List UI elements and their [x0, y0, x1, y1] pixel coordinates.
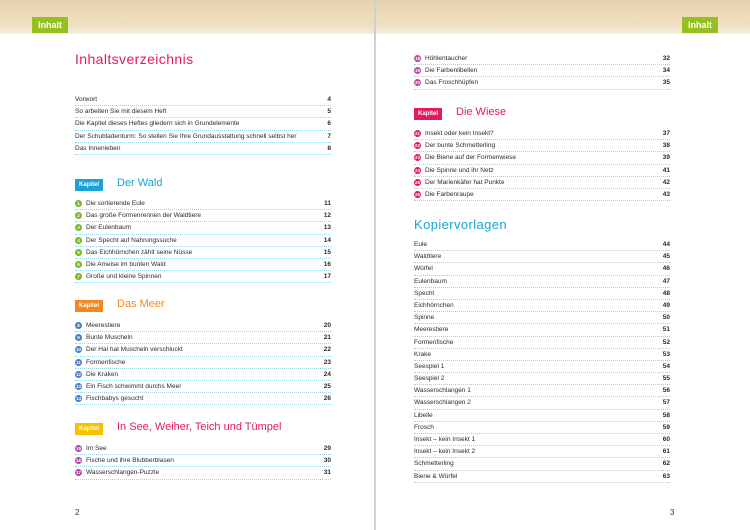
chapter-badge: Kapitel 1: [75, 179, 103, 191]
toc-row[interactable]: 12 Die Kraken 24: [75, 369, 331, 381]
chapter-3-list: [75, 443, 331, 480]
toc-row[interactable]: Der Schubladenturm: So stellen Sie Ihre Grundausstattung schnell selbst her 7: [75, 131, 331, 143]
toc-row[interactable]: 19 Die Farbenlibellen 34: [414, 65, 670, 77]
toc-row[interactable]: 9 Bunte Muscheln 21: [75, 332, 331, 344]
toc-row[interactable]: Die Kapitel dieses Heftes gliedern sich in Grundelemente 6: [75, 118, 331, 130]
toc-row[interactable]: 4 Der Specht auf Nahrungssuche 14: [75, 235, 331, 247]
chapter-title: Das Meer: [117, 298, 165, 310]
left-page: [0, 0, 374, 530]
right-page: [376, 0, 750, 530]
toc-row[interactable]: Seespiel 1 54: [414, 361, 670, 373]
toc-row[interactable]: 3 Der Eulenbaum 13: [75, 222, 331, 234]
toc-row[interactable]: Waldtiere 45: [414, 251, 670, 263]
chapter-badge: Kapitel 3: [75, 423, 103, 435]
toc-row[interactable]: 23 Die Biene auf der Formenwiese 39: [414, 152, 670, 164]
toc-row[interactable]: 7 Große und kleine Spinnen 17: [75, 271, 331, 283]
toc-row[interactable]: Libelle 58: [414, 410, 670, 422]
chapter-badge: Kapitel 2: [75, 300, 103, 312]
toc-row[interactable]: Eule 44: [414, 239, 670, 251]
chapter-title: Der Wald: [117, 177, 163, 189]
page-number: 2: [75, 508, 80, 517]
kopiervorlagen-title: Kopiervorlagen: [414, 217, 508, 232]
toc-row[interactable]: Wasserschlangen 1 56: [414, 385, 670, 397]
toc-row[interactable]: 17 Wasserschlangen-Puzzle 31: [75, 467, 331, 479]
toc-row[interactable]: 15 Im See 29: [75, 443, 331, 455]
toc-row[interactable]: 26 Die Farbenraupe 43: [414, 189, 670, 201]
toc-row[interactable]: Wasserschlangen 2 57: [414, 397, 670, 409]
toc-row[interactable]: 10 Der Hai hat Muscheln verschluckt 22: [75, 344, 331, 356]
chapter-3-continued-list: [414, 53, 670, 90]
chapter-badge: Kapitel 4: [414, 108, 442, 120]
toc-row[interactable]: 24 Die Spinne und ihr Netz 41: [414, 165, 670, 177]
inhalt-tab: Inhalt: [32, 17, 68, 33]
toc-row[interactable]: Schmetterling 62: [414, 458, 670, 470]
chapter-4-list: [414, 128, 670, 201]
toc-row[interactable]: 1 Die sortierende Eule 11: [75, 198, 331, 210]
toc-row[interactable]: Insekt – kein Insekt 2 61: [414, 446, 670, 458]
toc-row[interactable]: Eichhörnchen 49: [414, 300, 670, 312]
toc-row[interactable]: 20 Das Froschhüpfen 35: [414, 77, 670, 89]
toc-row[interactable]: Insekt – kein Insekt 1 60: [414, 434, 670, 446]
toc-row[interactable]: Würfel 46: [414, 263, 670, 275]
toc-row[interactable]: 16 Fische und ihre Blubberblasen 30: [75, 455, 331, 467]
toc-row[interactable]: Vorwort 4: [75, 94, 331, 106]
toc-row[interactable]: 11 Formenfische 23: [75, 357, 331, 369]
toc-row[interactable]: Spinne 50: [414, 312, 670, 324]
toc-row[interactable]: Meerestiere 51: [414, 324, 670, 336]
chapter-1-list: [75, 198, 331, 283]
toc-row[interactable]: 21 Insekt oder kein Insekt? 37: [414, 128, 670, 140]
toc-row[interactable]: Das Innenleben 8: [75, 143, 331, 155]
toc-row[interactable]: Specht 48: [414, 288, 670, 300]
chapter-title: Die Wiese: [456, 106, 507, 118]
inhalt-tab: Inhalt: [682, 17, 718, 33]
page-number: 3: [670, 508, 675, 517]
toc-row[interactable]: Eulenbaum 47: [414, 276, 670, 288]
toc-row[interactable]: Formenfische 52: [414, 337, 670, 349]
toc-row[interactable]: 8 Meerestiere 20: [75, 320, 331, 332]
toc-row[interactable]: 14 Fischbabys gesucht 26: [75, 393, 331, 405]
toc-row[interactable]: 2 Das große Formenrennen der Waldtiere 12: [75, 210, 331, 222]
toc-row[interactable]: So arbeiten Sie mit diesem Heft 5: [75, 106, 331, 118]
page-title: Inhaltsverzeichnis: [75, 51, 194, 67]
toc-row[interactable]: 5 Das Eichhörnchen zählt seine Nüsse 15: [75, 247, 331, 259]
toc-row[interactable]: 22 Der bunte Schmetterling 38: [414, 140, 670, 152]
toc-row[interactable]: Biene & Würfel 63: [414, 471, 670, 483]
toc-row[interactable]: Frosch 59: [414, 422, 670, 434]
toc-row[interactable]: Seespiel 2 55: [414, 373, 670, 385]
kopiervorlagen-list: [414, 239, 670, 483]
toc-row[interactable]: 18 Höhlentaucher 32: [414, 53, 670, 65]
chapter-2-list: [75, 320, 331, 405]
toc-row[interactable]: 13 Ein Fisch schwimmt durchs Meer 25: [75, 381, 331, 393]
toc-row[interactable]: Krake 53: [414, 349, 670, 361]
chapter-title: In See, Weiher, Teich und Tümpel: [117, 421, 282, 433]
toc-row[interactable]: 6 Die Ameise im bunten Wald 16: [75, 259, 331, 271]
toc-row[interactable]: 25 Der Marienkäfer hat Punkte 42: [414, 177, 670, 189]
intro-list: [75, 94, 331, 155]
